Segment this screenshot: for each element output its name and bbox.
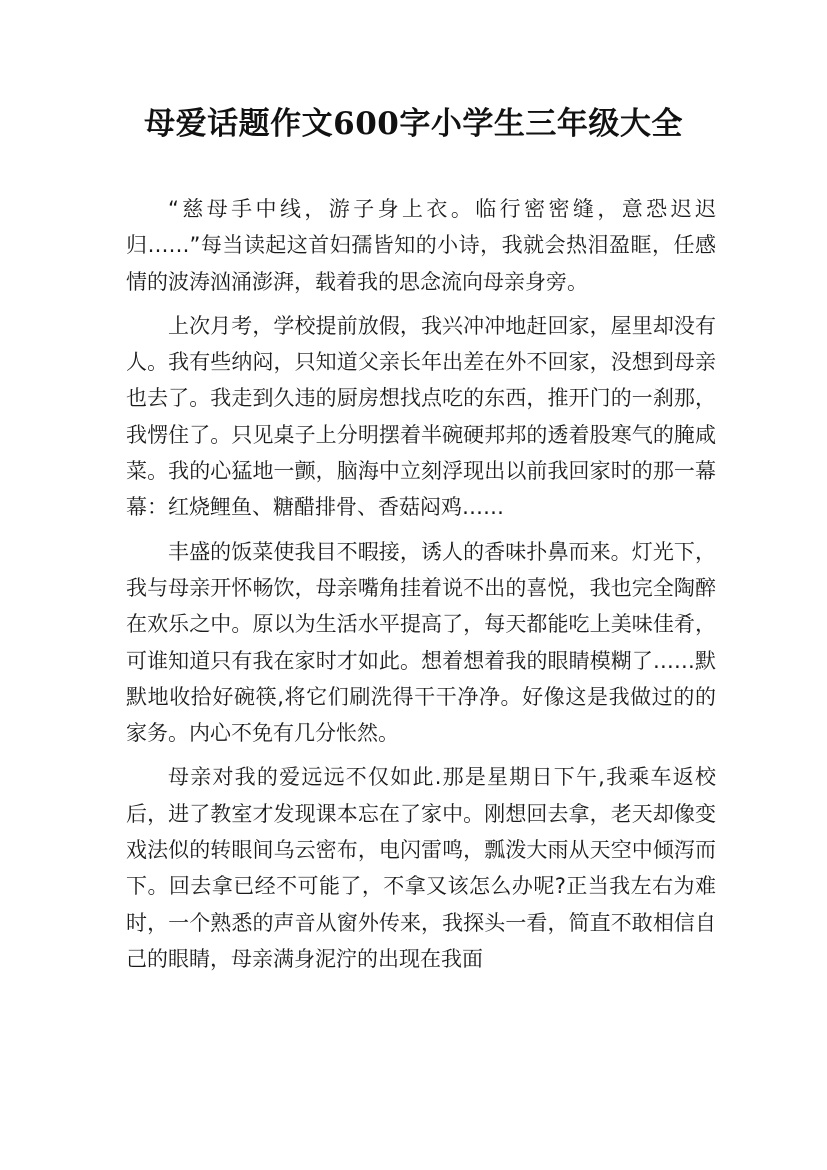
paragraph: “慈母手中线，游子身上衣。临行密密缝，意恐迟迟归……”每当读起这首妇孺皆知的小诗，我就会热泪盈眶，任感情的波涛汹涌澎湃，载着我的思念流向母亲身旁。 — [126, 197, 716, 294]
paragraph: 母亲对我的爱远远不仅如此.那是星期日下午,我乘车返校后，进了教室才发现课本忘在了家中。刚想回去拿，老天却像变戏法似的转眼间乌云密布，电闪雷鸣，瓢泼大雨从天空中倾泻而下。回去拿已经不可能了，不拿又该怎么办呢?正当我左右为难时，一个熟悉的声音从窗外传来，我探头一看，简直不敢相信自己的眼睛，母亲满身泥泞的出现在我面 — [126, 765, 716, 971]
document-body — [126, 191, 716, 985]
document-title: 母爱话题作文600字小学生三年级大全 — [144, 106, 683, 142]
paragraph: 上次月考，学校提前放假，我兴冲冲地赶回家，屋里却没有人。我有些纳闷，只知道父亲长年出差在外不回家，没想到母亲也去了。我走到久违的厨房想找点吃的东西，推开门的一刹那，我愣住了。只见桌子上分明摆着半碗硬邦邦的透着股寒气的腌咸菜。我的心猛地一颤，脑海中立刻浮现出以前我回家时的那一幕幕：红烧鲤鱼、糖醋排骨、香菇闷鸡…… — [126, 313, 716, 520]
paragraph: 丰盛的饭菜使我目不暇接，诱人的香味扑鼻而来。灯光下，我与母亲开怀畅饮，母亲嘴角挂着说不出的喜悦，我也完全陶醉在欢乐之中。原以为生活水平提高了，每天都能吃上美味佳肴，可谁知道只有我在家时才如此。想着想着我的眼睛模糊了……默默地收拾好碗筷,将它们刷洗得干干净净。好像这是我做过的的家务。内心不免有几分怅然。 — [126, 539, 716, 746]
